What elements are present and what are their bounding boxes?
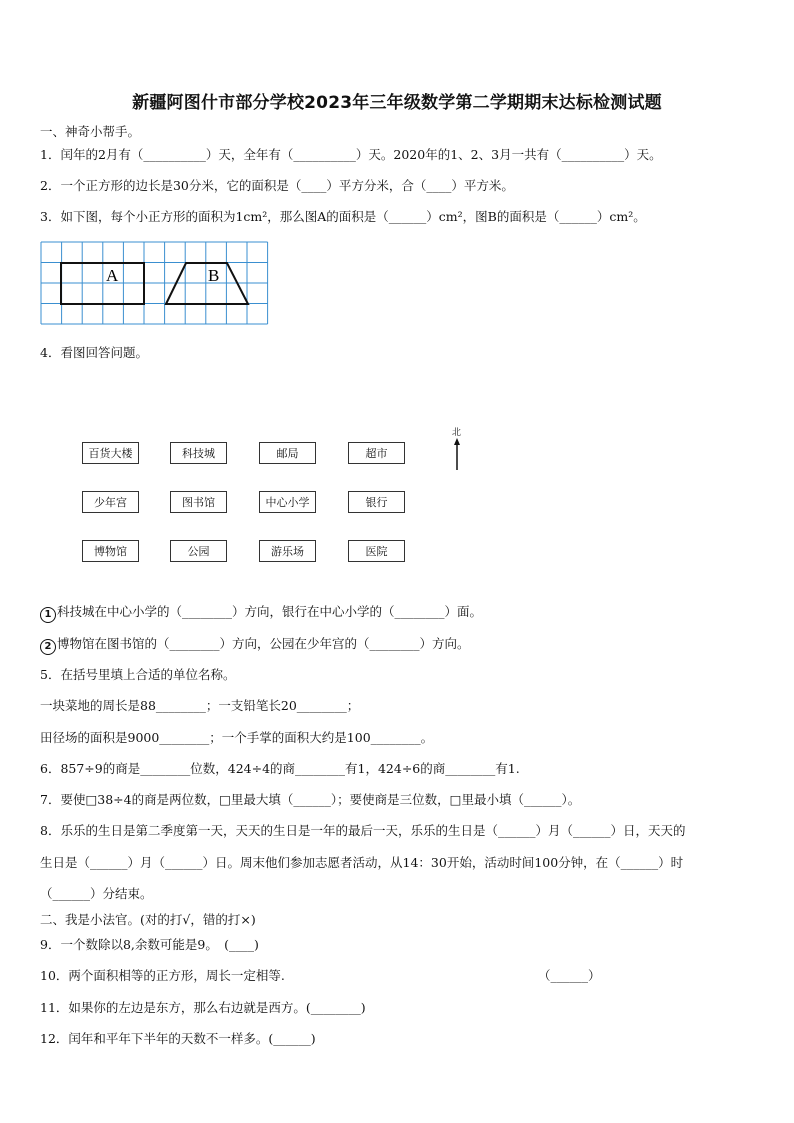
question-6: 6．857÷9的商是________位数，424÷4的商________有1，424÷6的商________有1. bbox=[40, 761, 520, 776]
section-1-heading: 一、神奇小帮手。 bbox=[40, 124, 141, 139]
map-place-box: 医院 bbox=[348, 540, 405, 562]
map-figure bbox=[75, 405, 475, 580]
question-12: 12．闰年和平年下半年的天数不一样多。(______) bbox=[40, 1031, 316, 1046]
question-1: 1．闰年的2月有（__________）天，全年有（__________）天。2020年的1、2、3月一共有（__________）天。 bbox=[40, 147, 662, 162]
question-4: 4．看图回答问题。 bbox=[40, 345, 148, 360]
map-place-box: 游乐场 bbox=[259, 540, 316, 562]
grid-lines bbox=[41, 242, 268, 324]
question-11: 11．如果你的左边是东方，那么右边就是西方。(________) bbox=[40, 1000, 366, 1015]
grid-svg bbox=[40, 241, 272, 327]
question-4-1 bbox=[40, 604, 482, 623]
map-place-box: 银行 bbox=[348, 491, 405, 513]
page-title: 新疆阿图什市部分学校2023年三年级数学第二学期期末达标检测试题 bbox=[132, 93, 662, 113]
circled-number-2: 2 bbox=[40, 639, 56, 655]
question-8-line-1: 8．乐乐的生日是第二季度第一天，天天的生日是一年的最后一天，乐乐的生日是（______）月（______）日，天天的 bbox=[40, 823, 686, 838]
question-4-1-text: 科技城在中心小学的（________）方向，银行在中心小学的（________）面。 bbox=[57, 604, 483, 619]
question-5: 5．在括号里填上合适的单位名称。 bbox=[40, 667, 236, 682]
question-5-b: 田径场的面积是9000________；一个手掌的面积大约是100________。 bbox=[40, 730, 434, 745]
question-10: 10．两个面积相等的正方形，周长一定相等. bbox=[40, 968, 285, 983]
north-arrow-icon bbox=[452, 438, 462, 470]
map-place-box: 超市 bbox=[348, 442, 405, 464]
map-place-box: 邮局 bbox=[259, 442, 316, 464]
map-place-box: 科技城 bbox=[170, 442, 227, 464]
grid-figure bbox=[40, 241, 272, 327]
map-place-box: 少年宫 bbox=[82, 491, 139, 513]
question-4-2-text: 博物馆在图书馆的（________）方向，公园在少年宫的（________）方向。 bbox=[57, 636, 470, 651]
map-place-box: 中心小学 bbox=[259, 491, 316, 513]
shape-b-label: B bbox=[208, 266, 220, 285]
map-place-box: 图书馆 bbox=[170, 491, 227, 513]
question-5-a: 一块菜地的周长是88________；一支铅笔长20________； bbox=[40, 698, 360, 713]
question-4-2 bbox=[40, 636, 470, 655]
question-7: 7．要使□38÷4的商是两位数，□里最大填（______）；要使商是三位数，□里最小填（______）。 bbox=[40, 792, 581, 807]
shape-a-label: A bbox=[106, 266, 119, 285]
question-8-line-3: （______）分结束。 bbox=[40, 886, 153, 901]
question-10-blank: （______） bbox=[538, 968, 601, 983]
question-2: 2．一个正方形的边长是30分米，它的面积是（____）平方分米，合（____）平方米。 bbox=[40, 178, 514, 193]
map-place-box: 百货大楼 bbox=[82, 442, 139, 464]
map-place-box: 博物馆 bbox=[82, 540, 139, 562]
section-2-heading: 二、我是小法官。(对的打√，错的打×) bbox=[40, 912, 256, 927]
north-label: 北 bbox=[452, 428, 462, 438]
question-3: 3．如下图，每个小正方形的面积为1cm²，那么图A的面积是（______）cm²，图B的面积是（______）cm²。 bbox=[40, 209, 646, 224]
circled-number-1: 1 bbox=[40, 607, 56, 623]
question-9: 9．一个数除以8,余数可能是9。 (____) bbox=[40, 937, 259, 952]
question-8-line-2: 生日是（______）月（______）日。周末他们参加志愿者活动，从14：30开始，活动时间100分钟，在（______）时 bbox=[40, 855, 684, 870]
map-place-box: 公园 bbox=[170, 540, 227, 562]
